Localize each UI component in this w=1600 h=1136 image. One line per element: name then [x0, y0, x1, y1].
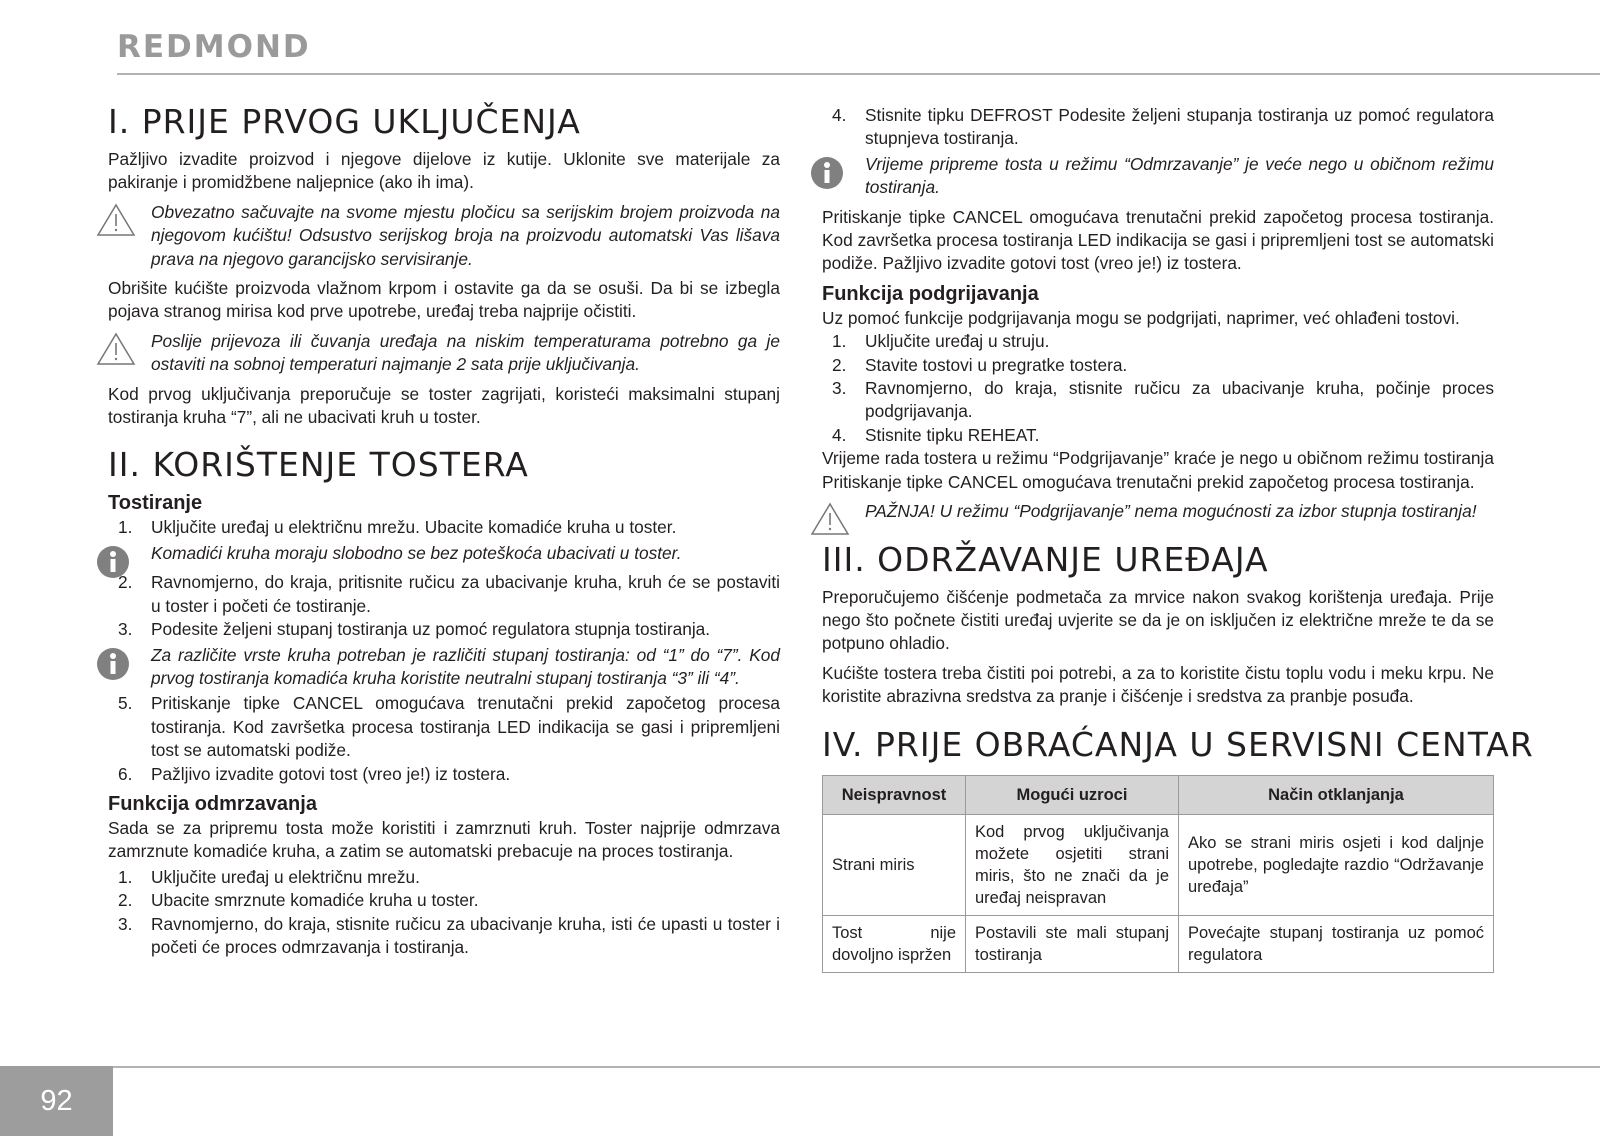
table-cell: Povećajte stupanj tostiranja uz pomoć regulatora — [1179, 915, 1494, 972]
paragraph: Vrijeme rada tostera u režimu “Podgrijavanje” kraće je nego u običnom režimu tostiranja Pritiskanje tipke CANCEL omogućava trenutačni prekid započetog procesa tostiranja. — [822, 448, 1494, 492]
paragraph: Uz pomoć funkcije podgrijavanja mogu se podgrijati, naprimer, već ohlađeni tostovi. — [822, 307, 1460, 328]
subsection-title: Funkcija odmrzavanja — [108, 792, 317, 815]
warning-triangle-icon — [810, 502, 850, 536]
info-note — [108, 542, 780, 565]
right-column — [822, 104, 1534, 973]
warning-note — [108, 201, 780, 271]
paragraph: Preporučujemo čišćenje podmetača za mrvice nakon svakog korištenja uređaja. Prije nego što počnete čistiti uređaj uvjerite se da je on isključen iz električne mreže te da se potpuno ohladio. — [822, 586, 1494, 654]
section-2-title: II. KORIŠTENJE TOSTERA — [108, 445, 529, 485]
warning-text: PAŽNJA! U režimu “Podgrijavanje” nema mogućnosti za izbor stupnja tostiranja! — [865, 501, 1477, 522]
paragraph: Pritiskanje tipke CANCEL omogućava trenutačni prekid započetog procesa tostiranja. Kod završetka procesa tostiranja LED indikacija se gasi i pripremljeni tost se automatski podiže. Pažljivo izvadite gotovi tost (vreo je!) iz tostera. — [822, 206, 1494, 274]
paragraph: Kućište tostera treba čistiti poi potrebi, a za to koristite čistu toplu vodu i meku krpu. Ne koristite abrazivna sredstva za pranje i čišćenje i sredstva za pranbje posuđa. — [822, 662, 1494, 707]
table-cell: Strani miris — [823, 814, 966, 915]
table-row — [823, 915, 1494, 972]
list-item: 2. Stavite tostovi u pregratke tostera. — [832, 354, 1128, 375]
paragraph: Obrišite kućište proizvoda vlažnom krpom i ostavite ga da se osuši. Da bi se izbegla pojava stranog mirisa kod prve upotrebe, uređaj treba najprije očistiti. — [108, 278, 780, 322]
info-text: Za različite vrste kruha potreban je različiti stupanj tostiranja: od “1” do “7”. Kod prvog tostiranja komadića kruha koristite neutralni stupanj tostiranja “3” ili “4”. — [151, 644, 780, 688]
section-4-title: IV. PRIJE OBRAĆANJA U SERVISNI CENTAR — [822, 724, 1534, 764]
table-cell: Kod prvog uključivanja možete osjetiti strani miris, što ne znači da je uređaj neispravan — [966, 814, 1179, 915]
paragraph: Kod prvog uključivanja preporučuje se toster zagrijati, koristeći maksimalni stupanj tostiranja kruha “7”, ali ne ubacivati kruh u toster. — [108, 383, 780, 428]
section-1-title: I. PRIJE PRVOG UKLJUČENJA — [108, 102, 581, 141]
section-3-title: III. ODRŽAVANJE UREĐAJA — [822, 539, 1269, 579]
list-item: 2. Ubacite smrznute komadiće kruha u toster. — [118, 890, 479, 911]
info-note — [108, 644, 780, 691]
list-item: 6. Pažljivo izvadite gotovi tost (vreo je!) iz tostera. — [118, 763, 511, 784]
table-row — [823, 814, 1494, 915]
paragraph: Sada se za pripremu tosta može koristiti i zamrznuti kruh. Toster najprije odmrzava zamrznute komadiće kruha, a zatim se automatski prebacuje na proces tostiranja. — [108, 817, 780, 862]
list-item: 4. Stisnite tipku REHEAT. — [832, 424, 1040, 445]
list-item: 1. Uključite uređaj u električnu mrežu. Ubacite komadiće kruha u toster. — [118, 517, 677, 538]
warning-note — [822, 500, 1494, 523]
column-header: Mogući uzroci — [966, 775, 1179, 814]
list-item: 2. Ravnomjerno, do kraja, pritisnite ručicu za ubacivanje kruha, kruh će se postaviti u toster i početi će tostiranje. — [118, 572, 780, 616]
page-number: 92 — [0, 1066, 113, 1136]
list-item: 1. Uključite uređaj u električnu mrežu. — [118, 866, 420, 887]
info-text: Vrijeme pripreme tosta u režimu “Odmrzavanje” je veće nego u običnom režimu tostiranja. — [865, 153, 1494, 198]
warning-note — [108, 330, 780, 377]
table-header-row — [823, 775, 1494, 814]
table-cell: Postavili ste mali stupanj tostiranja — [966, 915, 1179, 972]
list-item: 5. Pritiskanje tipke CANCEL omogućava trenutačni prekid započetog procesa tostiranja. Kod završetka procesa tostiranja LED indikacija se gasi i pripremljeni tost se automatski podiže. — [118, 693, 780, 761]
info-text: Komadići kruha moraju slobodno se bez poteškoća ubacivati u toster. — [151, 542, 682, 563]
paragraph: Pažljivo izvadite proizvod i njegove dijelove iz kutije. Uklonite sve materijale za pakiranje i promidžbene naljepnice (ako ih ima). — [108, 149, 780, 193]
left-column — [108, 100, 780, 959]
info-note — [822, 153, 1494, 200]
column-header: Način otklanjanja — [1179, 775, 1494, 814]
list-item: 3. Podesite željeni stupanj tostiranja uz pomoć regulatora stupnja tostiranja. — [118, 619, 711, 640]
info-icon — [810, 156, 844, 190]
list-item: 3. Ravnomjerno, do kraja, stisnite ručicu za ubacivanje kruha, isti će upasti u toster i početi će proces odmrzavanja i tostiranja. — [118, 913, 780, 957]
warning-text: Poslije prijevoza ili čuvanja uređaja na niskim temperaturama potrebno ga je ostaviti na sobnoj temperaturi najmanje 2 sata prije uključivanja. — [151, 330, 780, 375]
subsection-title: Tostiranje — [108, 492, 203, 515]
column-header: Neispravnost — [823, 775, 966, 814]
warning-text: Obvezatno sačuvajte na svome mjestu pločicu sa serijskim brojem proizvoda na njegovom kućištu! Odsustvo serijskog broja na proizvodu automatski Vas lišava prava na njegovo garancijsko servisiranje. — [151, 201, 780, 269]
list-item: 1. Uključite uređaj u struju. — [832, 331, 1050, 352]
warning-triangle-icon — [96, 203, 136, 237]
table-cell: Tost nije dovoljno ispržen — [823, 915, 966, 972]
table-cell: Ako se strani miris osjeti i kod daljnje upotrebe, pogledajte razdio “Održavanje uređaja” — [1179, 814, 1494, 915]
warning-triangle-icon — [96, 332, 136, 366]
footer-divider — [113, 1066, 1600, 1068]
subsection-title: Funkcija podgrijavanja — [822, 282, 1039, 305]
list-item: 3. Ravnomjerno, do kraja, stisnite ručicu za ubacivanje kruha, počinje proces podgrijavanja. — [832, 378, 1494, 422]
brand-logo: REDMOND — [117, 29, 311, 65]
list-item: 4. Stisnite tipku DEFROST Podesite željeni stupanja tostiranja uz pomoć regulatora stupnjeva tostiranja. — [832, 105, 1494, 149]
info-icon — [96, 647, 130, 681]
header-divider — [117, 73, 1600, 75]
troubleshooting-table — [822, 775, 1494, 973]
